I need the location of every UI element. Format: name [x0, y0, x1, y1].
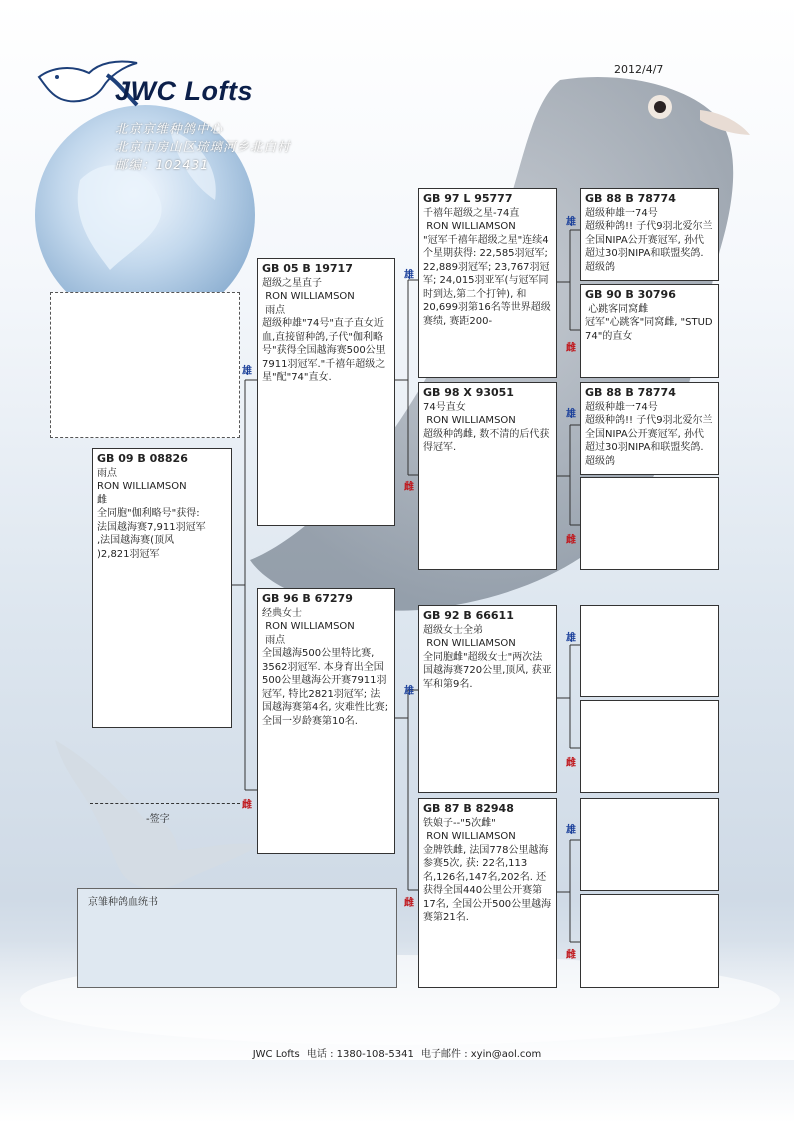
dam-dam-line: RON WILLIAMSON	[423, 831, 516, 842]
sds-line: 超级种雄一74号	[585, 401, 658, 413]
bird-card	[92, 448, 232, 728]
sire-desc: 超级种雄"74号"直子直女近血,直接留种鸽,子代"伽利略号"获得全国越海赛500公里7911羽冠军."千禧年超级之星"配"74"直女.	[262, 318, 386, 383]
brand-logo-text: JWC Lofts	[115, 76, 253, 106]
signature-line	[90, 803, 240, 804]
sss-desc: 超级种鸽!! 子代9羽北爱尔兰全国NIPA公开赛冠军, 孙代超过30羽NIPA和联盟奖鸽. 超级鸽	[585, 221, 713, 273]
bird-line: 雌	[97, 494, 107, 506]
bird-photo-placeholder	[50, 292, 240, 438]
sss-line: 超级种雄一74号	[585, 207, 658, 219]
sire-dam-id: GB 98 X 93051	[423, 386, 514, 399]
org-name: 北京京维种鸽中心	[115, 121, 224, 136]
sss-id: GB 88 B 78774	[585, 192, 676, 205]
footer-email: 电子邮件 : xyin@aol.com	[421, 1049, 542, 1060]
sire-line: RON WILLIAMSON	[262, 291, 355, 302]
dam-sire-card	[418, 605, 557, 793]
sire-dam-card	[418, 382, 557, 570]
signature-label: -签字	[146, 814, 170, 825]
sire-dam-sex-mark: 雌	[404, 482, 414, 493]
dss-card	[580, 605, 719, 697]
sire-card	[257, 258, 395, 526]
dss-sex-mark: 雄	[566, 633, 576, 644]
sire-line: 雨点	[262, 304, 286, 316]
bird-desc: 全同胞"伽利略号"获得: 法国越海赛7,911羽冠军 ,法国越海赛(顶风 )2,821羽冠军	[97, 508, 206, 560]
dam-sire-desc: 全同胞雌"超级女士"两次法国越海赛720公里,顶风, 获亚军和第9名.	[423, 651, 552, 690]
dds-card	[580, 798, 719, 891]
sire-sire-desc: "冠军千禧年超级之星"连续4个星期获得: 22,585羽冠军; 22,889羽冠军; 23,767羽冠军; 24,015羽亚军(与冠军同时到达,第二个打钟), 和20,699羽第16名等世界超级赛绩, 赛距200-	[423, 234, 552, 327]
ssd-sex-mark: 雌	[566, 343, 576, 354]
sire-line: 超级之星直子	[262, 277, 322, 289]
sss-card	[580, 188, 719, 281]
certificate-title-box	[77, 888, 397, 988]
footer-phone: 电话 : 1380-108-5341	[306, 1049, 414, 1060]
ssd-card	[580, 284, 719, 378]
ssd-id: GB 90 B 30796	[585, 288, 676, 301]
sire-sire-card	[418, 188, 557, 378]
sds-sex-mark: 雄	[566, 409, 576, 420]
dam-sire-sex-mark: 雄	[404, 686, 414, 697]
bird-line: RON WILLIAMSON	[97, 481, 187, 492]
dam-id: GB 96 B 67279	[262, 592, 353, 605]
sire-id: GB 05 B 19717	[262, 262, 353, 275]
date-text: 2012/4/7	[614, 63, 664, 76]
footer	[0, 1045, 794, 1060]
dam-dam-desc: 金牌铁雌, 法国778公里越海参赛5次, 获: 22名,113名,126名,147名,202名. 还获得全国440公里公开赛第17名, 全国公开500公里越海赛第21名.	[423, 844, 552, 923]
dsd-card	[580, 700, 719, 793]
bird-line: 雨点	[97, 467, 117, 479]
sire-sex-mark: 雄	[242, 366, 252, 377]
sdd-card	[580, 477, 719, 570]
postcode-text: 邮编：102431	[115, 157, 210, 172]
footer-brand: JWC Lofts	[252, 1049, 300, 1060]
sire-sire-sex-mark: 雄	[404, 270, 414, 281]
dam-desc: 全国越海500公里特比赛, 3562羽冠军. 本身育出全国500公里越海公开赛7911羽冠军, 特比2821羽冠军; 法国越海赛第4名, 灾难性比赛; 全国一岁龄赛第10名.	[262, 648, 392, 727]
ssd-line: 心跳客同窝雌	[585, 303, 649, 315]
sire-sire-line: 千禧年超级之星-74直	[423, 207, 520, 219]
sds-id: GB 88 B 78774	[585, 386, 676, 399]
sire-dam-desc: 超级种鸽雌, 数不清的后代获得冠军.	[423, 428, 550, 453]
ddd-card	[580, 894, 719, 988]
dam-dam-sex-mark: 雌	[404, 898, 414, 909]
dam-dam-id: GB 87 B 82948	[423, 802, 514, 815]
dam-line: 雨点	[262, 634, 286, 646]
dam-card	[257, 588, 395, 854]
sire-sire-line: RON WILLIAMSON	[423, 221, 516, 232]
dam-sex-mark: 雌	[242, 800, 252, 811]
sds-card	[580, 382, 719, 475]
sire-sire-id: GB 97 L 95777	[423, 192, 513, 205]
sds-desc: 超级种鸽!! 子代9羽北爱尔兰全国NIPA公开赛冠军, 孙代超过30羽NIPA和联盟奖鸽. 超级鸽	[585, 415, 713, 467]
dam-line: RON WILLIAMSON	[262, 621, 355, 632]
ssd-desc: 冠军"心跳客"同窝雌, "STUD 74"的直女	[585, 317, 716, 342]
ddd-sex-mark: 雌	[566, 950, 576, 961]
dam-sire-line: 超级女士全弟	[423, 624, 483, 636]
dsd-sex-mark: 雌	[566, 758, 576, 769]
certificate-title: 京雏种鸽血统书	[88, 897, 158, 908]
dam-line: 经典女士	[262, 607, 302, 619]
sdd-sex-mark: 雌	[566, 535, 576, 546]
sire-dam-line: RON WILLIAMSON	[423, 415, 516, 426]
dam-sire-line: RON WILLIAMSON	[423, 638, 516, 649]
dam-dam-line: 铁娘子--"5次雌"	[423, 817, 496, 829]
sss-sex-mark: 雄	[566, 217, 576, 228]
dam-sire-id: GB 92 B 66611	[423, 609, 514, 622]
sire-dam-line: 74号直女	[423, 401, 466, 413]
dam-dam-card	[418, 798, 557, 988]
dds-sex-mark: 雄	[566, 825, 576, 836]
bird-id: GB 09 B 08826	[97, 452, 188, 465]
address-text: 北京市房山区琉璃河乡北白村	[115, 139, 291, 154]
